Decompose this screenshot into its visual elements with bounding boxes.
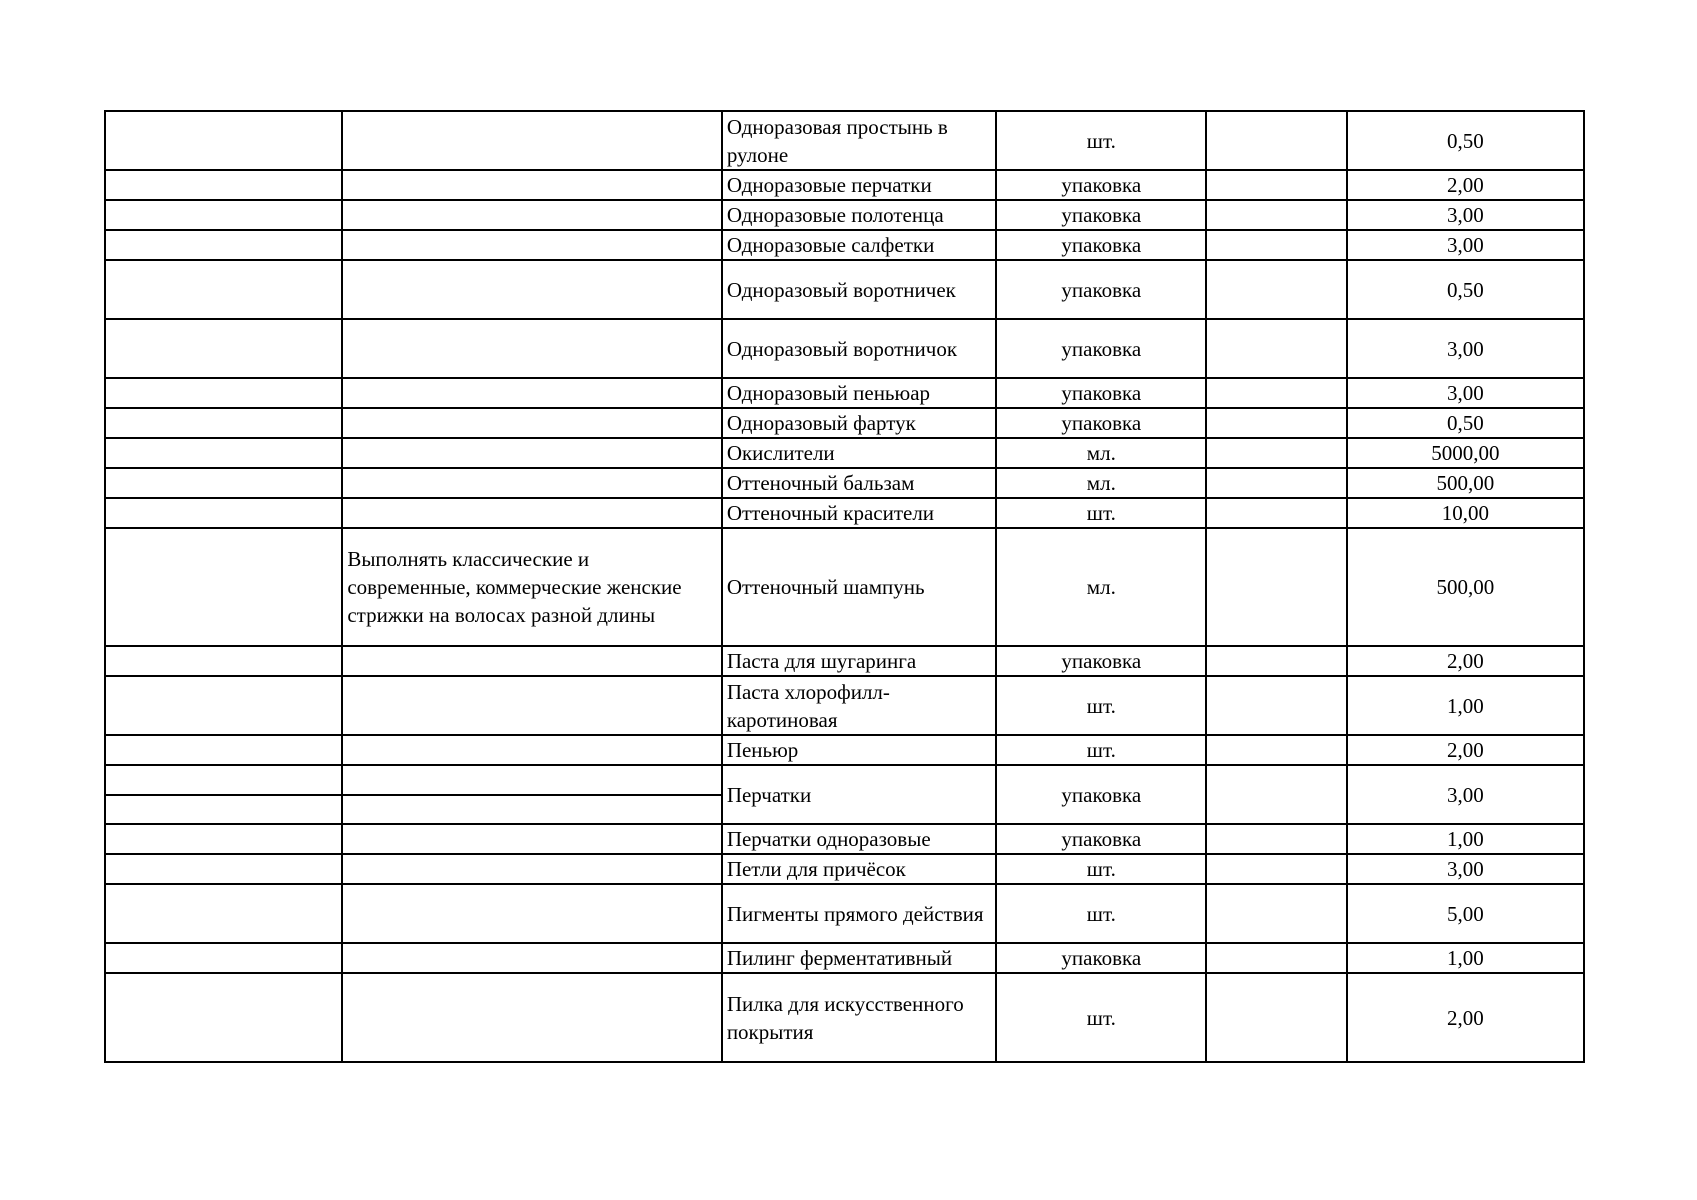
table-cell-empty — [1206, 378, 1346, 408]
table-cell-competency — [342, 943, 722, 973]
table-cell-index — [105, 765, 342, 795]
table-cell-index — [105, 795, 342, 825]
table-cell-material-name: Пилка для искусственного покрытия — [722, 973, 996, 1062]
table-cell-quantity: 3,00 — [1347, 378, 1584, 408]
table-row — [105, 111, 1584, 170]
table-cell-unit: упаковка — [996, 260, 1206, 319]
table-cell-competency — [342, 498, 722, 528]
table-cell-unit: шт. — [996, 854, 1206, 884]
table-cell-index — [105, 646, 342, 676]
table-cell-index — [105, 230, 342, 260]
table-cell-quantity: 0,50 — [1347, 111, 1584, 170]
table-cell-quantity: 500,00 — [1347, 528, 1584, 646]
table-cell-material-name: Одноразовые полотенца — [722, 200, 996, 230]
table-cell-competency — [342, 824, 722, 854]
table-cell-quantity: 3,00 — [1347, 230, 1584, 260]
table-row — [105, 498, 1584, 528]
table-cell-index — [105, 378, 342, 408]
table-cell-index — [105, 528, 342, 646]
table-cell-quantity: 500,00 — [1347, 468, 1584, 498]
table-row — [105, 973, 1584, 1062]
table-cell-empty — [1206, 319, 1346, 378]
table-cell-index — [105, 438, 342, 468]
table-cell-index — [105, 943, 342, 973]
table-cell-index — [105, 854, 342, 884]
table-cell-unit: упаковка — [996, 319, 1206, 378]
table-cell-unit: шт. — [996, 973, 1206, 1062]
table-cell-unit: упаковка — [996, 765, 1206, 824]
table-cell-quantity: 0,50 — [1347, 260, 1584, 319]
table-cell-competency — [342, 795, 722, 825]
table-cell-material-name: Одноразовые салфетки — [722, 230, 996, 260]
table-cell-unit: упаковка — [996, 170, 1206, 200]
table-cell-material-name: Одноразовый пеньюар — [722, 378, 996, 408]
table-row — [105, 646, 1584, 676]
table-cell-competency — [342, 468, 722, 498]
table-cell-material-name: Одноразовый воротничек — [722, 260, 996, 319]
materials-table-body — [105, 111, 1584, 1062]
table-cell-unit: упаковка — [996, 824, 1206, 854]
table-row — [105, 319, 1584, 378]
table-cell-material-name: Паста хлорофилл-каротиновая — [722, 676, 996, 735]
table-row — [105, 528, 1584, 646]
table-cell-empty — [1206, 943, 1346, 973]
table-cell-material-name: Пигменты прямого действия — [722, 884, 996, 943]
table-cell-empty — [1206, 735, 1346, 765]
table-row — [105, 824, 1584, 854]
table-cell-quantity: 2,00 — [1347, 973, 1584, 1062]
table-row — [105, 735, 1584, 765]
table-cell-empty — [1206, 170, 1346, 200]
table-cell-unit: упаковка — [996, 943, 1206, 973]
table-cell-material-name: Одноразовый воротничок — [722, 319, 996, 378]
table-cell-quantity: 2,00 — [1347, 735, 1584, 765]
table-row — [105, 854, 1584, 884]
table-cell-index — [105, 319, 342, 378]
table-cell-index — [105, 260, 342, 319]
table-cell-material-name: Окислители — [722, 438, 996, 468]
table-cell-quantity: 1,00 — [1347, 824, 1584, 854]
table-cell-material-name: Пилинг ферментативный — [722, 943, 996, 973]
table-cell-empty — [1206, 111, 1346, 170]
table-cell-competency — [342, 884, 722, 943]
table-cell-material-name: Оттеночный красители — [722, 498, 996, 528]
table-cell-unit: упаковка — [996, 378, 1206, 408]
table-cell-index — [105, 676, 342, 735]
table-cell-material-name: Перчатки — [722, 765, 996, 824]
table-cell-index — [105, 498, 342, 528]
table-cell-material-name: Одноразовый фартук — [722, 408, 996, 438]
table-cell-quantity: 1,00 — [1347, 943, 1584, 973]
table-cell-quantity: 10,00 — [1347, 498, 1584, 528]
table-cell-index — [105, 824, 342, 854]
table-cell-index — [105, 973, 342, 1062]
table-row — [105, 260, 1584, 319]
table-cell-quantity: 3,00 — [1347, 200, 1584, 230]
table-cell-competency — [342, 378, 722, 408]
table-cell-competency — [342, 765, 722, 795]
table-cell-competency — [342, 319, 722, 378]
table-cell-competency — [342, 260, 722, 319]
table-cell-empty — [1206, 230, 1346, 260]
table-row — [105, 884, 1584, 943]
table-cell-competency — [342, 408, 722, 438]
table-cell-unit: упаковка — [996, 230, 1206, 260]
table-cell-competency — [342, 230, 722, 260]
table-cell-index — [105, 200, 342, 230]
table-cell-competency — [342, 438, 722, 468]
table-row — [105, 765, 1584, 795]
table-cell-empty — [1206, 824, 1346, 854]
table-cell-material-name: Перчатки одноразовые — [722, 824, 996, 854]
table-cell-competency — [342, 676, 722, 735]
table-cell-empty — [1206, 765, 1346, 824]
table-cell-material-name: Пеньюр — [722, 735, 996, 765]
table-cell-empty — [1206, 528, 1346, 646]
table-row — [105, 230, 1584, 260]
table-cell-quantity: 3,00 — [1347, 854, 1584, 884]
table-row — [105, 676, 1584, 735]
table-cell-competency — [342, 854, 722, 884]
table-cell-unit: мл. — [996, 438, 1206, 468]
table-cell-competency — [342, 111, 722, 170]
table-cell-index — [105, 468, 342, 498]
table-cell-empty — [1206, 973, 1346, 1062]
table-cell-unit: упаковка — [996, 408, 1206, 438]
table-cell-empty — [1206, 676, 1346, 735]
table-cell-quantity: 1,00 — [1347, 676, 1584, 735]
table-row — [105, 378, 1584, 408]
table-cell-unit: шт. — [996, 676, 1206, 735]
table-cell-unit: шт. — [996, 111, 1206, 170]
table-cell-empty — [1206, 260, 1346, 319]
table-cell-empty — [1206, 438, 1346, 468]
table-cell-competency — [342, 973, 722, 1062]
table-cell-quantity: 3,00 — [1347, 319, 1584, 378]
table-cell-unit: упаковка — [996, 200, 1206, 230]
table-cell-competency — [342, 646, 722, 676]
table-cell-index — [105, 884, 342, 943]
table-cell-competency — [342, 735, 722, 765]
table-cell-index — [105, 170, 342, 200]
table-cell-quantity: 5000,00 — [1347, 438, 1584, 468]
table-cell-index — [105, 408, 342, 438]
table-cell-material-name: Оттеночный шампунь — [722, 528, 996, 646]
table-cell-material-name: Паста для шугаринга — [722, 646, 996, 676]
table-cell-empty — [1206, 854, 1346, 884]
table-cell-quantity: 2,00 — [1347, 646, 1584, 676]
table-cell-quantity: 0,50 — [1347, 408, 1584, 438]
table-cell-index — [105, 735, 342, 765]
table-cell-unit: мл. — [996, 528, 1206, 646]
table-cell-competency — [342, 170, 722, 200]
table-cell-material-name: Одноразовые перчатки — [722, 170, 996, 200]
table-row — [105, 438, 1584, 468]
table-cell-unit: шт. — [996, 498, 1206, 528]
table-cell-empty — [1206, 498, 1346, 528]
table-cell-empty — [1206, 884, 1346, 943]
table-cell-index — [105, 111, 342, 170]
table-cell-empty — [1206, 646, 1346, 676]
table-cell-material-name: Одноразовая простынь в рулоне — [722, 111, 996, 170]
table-cell-competency — [342, 200, 722, 230]
table-row — [105, 200, 1584, 230]
table-cell-empty — [1206, 200, 1346, 230]
table-cell-unit: шт. — [996, 884, 1206, 943]
table-row — [105, 408, 1584, 438]
table-cell-competency: Выполнять классические и современные, коммерческие женские стрижки на волосах разной длины — [342, 528, 722, 646]
table-cell-unit: шт. — [996, 735, 1206, 765]
table-cell-quantity: 2,00 — [1347, 170, 1584, 200]
materials-table — [104, 110, 1585, 1063]
table-cell-empty — [1206, 468, 1346, 498]
table-row — [105, 170, 1584, 200]
table-cell-quantity: 5,00 — [1347, 884, 1584, 943]
table-row — [105, 943, 1584, 973]
table-cell-material-name: Петли для причёсок — [722, 854, 996, 884]
table-cell-unit: упаковка — [996, 646, 1206, 676]
table-row — [105, 468, 1584, 498]
table-cell-material-name: Оттеночный бальзам — [722, 468, 996, 498]
table-cell-unit: мл. — [996, 468, 1206, 498]
table-cell-quantity: 3,00 — [1347, 765, 1584, 824]
table-cell-empty — [1206, 408, 1346, 438]
